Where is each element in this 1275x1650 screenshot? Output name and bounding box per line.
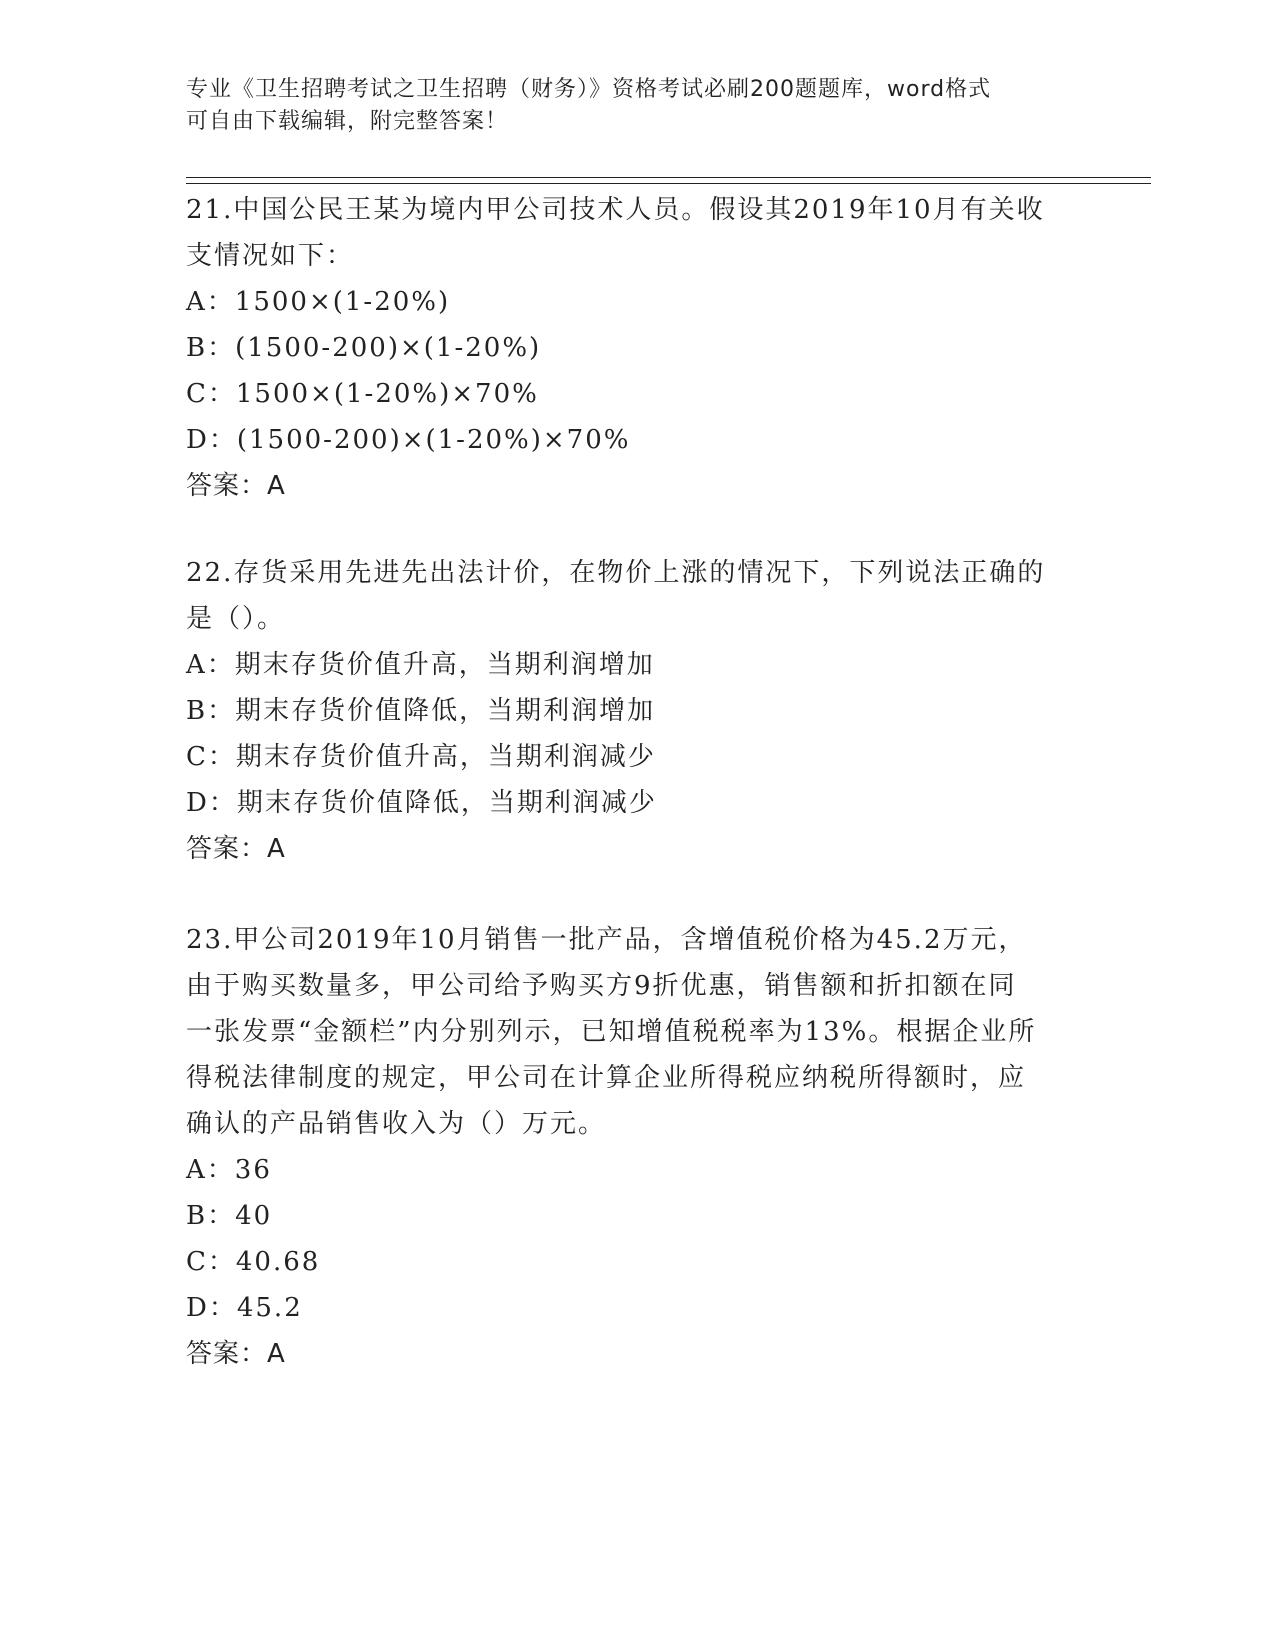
answer-label: 答案：A xyxy=(186,1339,286,1369)
question-stem-line: 22.存货采用先进先出法计价，在物价上涨的情况下，下列说法正确的 xyxy=(186,558,1046,588)
answer-label: 答案：A xyxy=(186,834,286,864)
question-stem-line: 23.甲公司2019年10月销售一批产品，含增值税价格为45.2万元， xyxy=(186,925,1027,955)
question-stem-line: 确认的产品销售收入为（）万元。 xyxy=(186,1109,607,1139)
header-line-1: 专业《卫生招聘考试之卫生招聘（财务）》资格考试必刷200题题库，word格式 xyxy=(186,77,992,102)
option-c: C：1500×(1-20%)×70% xyxy=(186,379,539,409)
question-stem-line: 支情况如下： xyxy=(186,241,355,271)
option-d: D：(1500-200)×(1-20%)×70% xyxy=(186,425,631,455)
option-c: C：期末存货价值升高，当期利润减少 xyxy=(186,742,656,772)
option-b: B：期末存货价值降低，当期利润增加 xyxy=(186,696,656,726)
option-a: A：1500×(1-20%) xyxy=(186,287,451,317)
option-c: C：40.68 xyxy=(186,1247,321,1277)
question-23 xyxy=(186,917,1086,1377)
option-d: D：期末存货价值降低，当期利润减少 xyxy=(186,788,657,818)
header-divider-bottom xyxy=(186,183,1151,184)
option-d: D：45.2 xyxy=(186,1293,303,1323)
option-a: A：期末存货价值升高，当期利润增加 xyxy=(186,650,655,680)
answer-label: 答案：A xyxy=(186,471,286,501)
option-a: A：36 xyxy=(186,1155,272,1185)
question-stem-line: 21.中国公民王某为境内甲公司技术人员。假设其2019年10月有关收 xyxy=(186,195,1045,225)
question-stem-line: 由于购买数量多，甲公司给予购买方9折优惠，销售额和折扣额在同 xyxy=(186,971,1017,1001)
option-b: B：(1500-200)×(1-20%) xyxy=(186,333,542,363)
question-stem-line: 一张发票“金额栏”内分别列示，已知增值税税率为13%。根据企业所 xyxy=(186,1017,1037,1047)
question-stem-line: 是（）。 xyxy=(186,604,286,634)
header-line-2: 可自由下载编辑，附完整答案！ xyxy=(186,109,509,134)
document-header xyxy=(186,74,1066,138)
header-divider-top xyxy=(186,177,1151,178)
question-21 xyxy=(186,187,1086,509)
question-stem-line: 得税法律制度的规定，甲公司在计算企业所得税应纳税所得额时，应 xyxy=(186,1063,1027,1093)
question-22 xyxy=(186,550,1086,872)
option-b: B：40 xyxy=(186,1201,273,1231)
